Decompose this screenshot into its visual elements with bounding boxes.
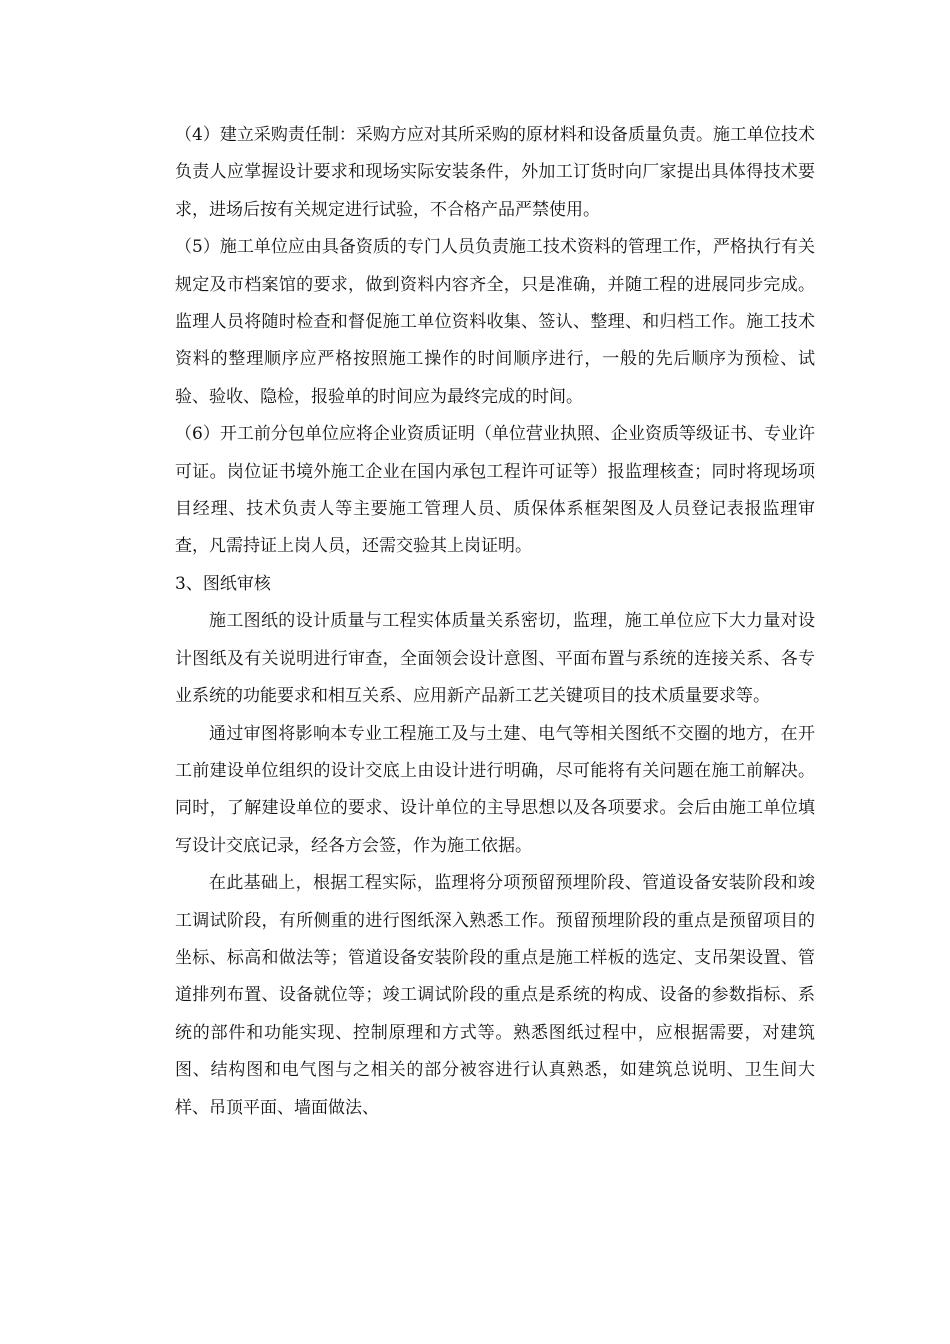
paragraph-item-4: （4）建立采购责任制：采购方应对其所采购的原材料和设备质量负责。施工单位技术负责人应掌握设计要求和现场实际安装条件，外加工订货时向厂家提出具体得技术要求，进场后按有关规定进行试验，不合格产品严禁使用。 bbox=[175, 125, 815, 220]
paragraph-design-disclosure: 通过审图将影响本专业工程施工及与土建、电气等相关图纸不交圈的地方，在开工前建设单位组织的设计交底上由设计进行明确，尽可能将有关问题在施工前解决。同时，了解建设单位的要求、设计单位的主导思想以及各项要求。会后由施工单位填写设计交底记录，经各方会签，作为施工依据。 bbox=[175, 723, 815, 856]
paragraph-phase-focus: 在此基础上，根据工程实际，监理将分项预留预埋阶段、管道设备安装阶段和竣工调试阶段，有所侧重的进行图纸深入熟悉工作。预留预埋阶段的重点是预留项目的坐标、标高和做法等；管道设备安装阶段的重点是施工样板的选定、支吊架设置、管道排列布置、设备就位等；竣工调试阶段的重点是系统的构成、设备的参数指标、系统的部件和功能实现、控制原理和方式等。熟悉图纸过程中，应根据需要，对建筑图、结构图和电气图与之相关的部分被容进行认真熟悉，如建筑总说明、卫生间大样、吊顶平面、墙面做法、 bbox=[175, 873, 815, 1118]
paragraph-item-6: （6）开工前分包单位应将企业资质证明（单位营业执照、企业资质等级证书、专业许可证。岗位证书境外施工企业在国内承包工程许可证等）报监理核查；同时将现场项目经理、技术负责人等主要施工管理人员、质保体系框架图及人员登记表报监理审查，凡需持证上岗人员，还需交验其上岗证明。 bbox=[175, 424, 815, 557]
document-body bbox=[175, 117, 815, 1127]
paragraph-item-5: （5）施工单位应由具备资质的专门人员负责施工技术资料的管理工作，严格执行有关规定及市档案馆的要求，做到资料内容齐全，只是准确，并随工程的进展同步完成。监理人员将随时检查和督促施工单位资料收集、签认、整理、和归档工作。施工技术资料的整理顺序应严格按照施工操作的时间顺序进行，一般的先后顺序为预检、试验、验收、隐检，报验单的时间应为最终完成的时间。 bbox=[175, 237, 815, 407]
section-heading: 3、图纸审核 bbox=[175, 573, 271, 594]
paragraph-drawing-review: 施工图纸的设计质量与工程实体质量关系密切，监理，施工单位应下大力量对设计图纸及有关说明进行审查，全面领会设计意图、平面布置与系统的连接关系、各专业系统的功能要求和相互关系、应用新产品新工艺关键项目的技术质量要求等。 bbox=[175, 611, 815, 707]
